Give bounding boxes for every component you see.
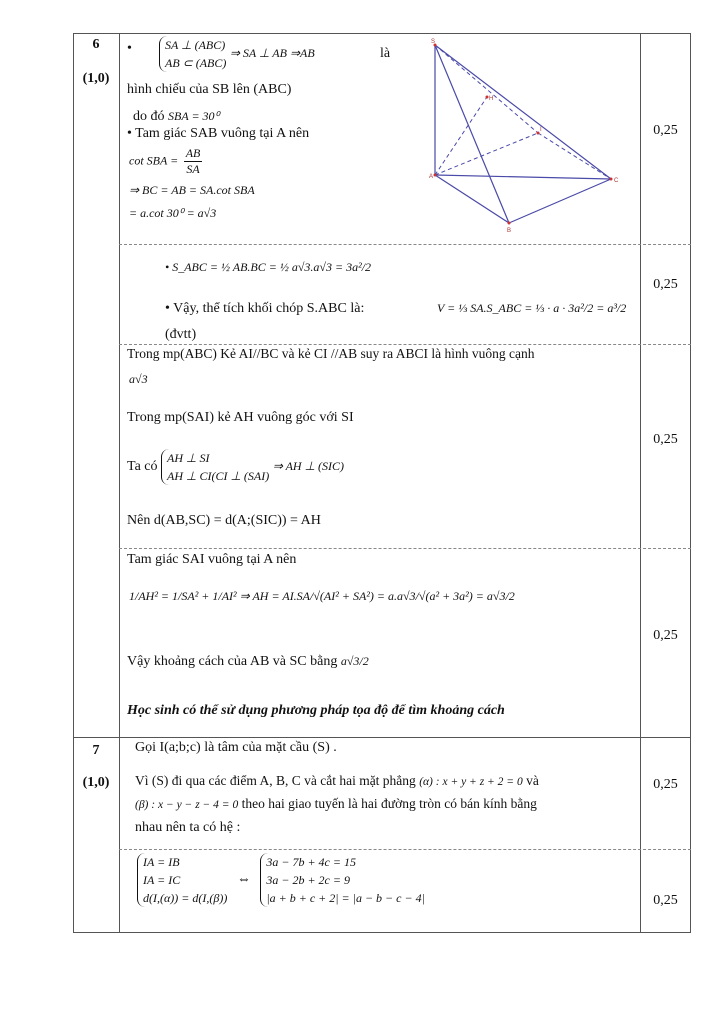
text-line: • Vậy, thể tích khối chóp S.ABC là: xyxy=(165,301,365,316)
system-line: 3a − 7b + 4c = 15 xyxy=(266,855,356,869)
equivalence-arrow: ⇔ xyxy=(236,872,251,888)
text-line xyxy=(133,109,219,125)
math-line: = a.cot 30⁰ = a√3 xyxy=(129,206,217,220)
text: là xyxy=(380,46,391,61)
bullet: • xyxy=(127,41,132,56)
conclusion xyxy=(127,654,369,670)
system-line: |a + b + c + 2| = |a − b − c − 4| xyxy=(266,891,425,905)
system-line: 3a − 2b + 2c = 9 xyxy=(266,873,350,887)
unit-text: (đvtt) xyxy=(165,327,197,342)
row-divider xyxy=(119,849,691,850)
note: Học sinh có thể sử dụng phương pháp tọa độ để tìm khoảng cách xyxy=(127,703,505,718)
text: do đó xyxy=(133,109,165,124)
text-line xyxy=(135,796,537,812)
score: 0,25 xyxy=(653,893,678,908)
text-line: Trong mp(SAI) kẻ AH vuông góc với SI xyxy=(127,410,354,425)
row-divider xyxy=(119,548,691,549)
angle-value: SBA = 30⁰ xyxy=(168,109,220,123)
math: cot SBA = xyxy=(129,153,179,168)
table-border-right xyxy=(690,33,691,933)
system-line: AH ⊥ SI xyxy=(167,451,210,465)
result-value: a√3/2 xyxy=(340,654,369,668)
system-line: SA ⊥ (ABC) xyxy=(165,38,226,52)
vertex-label: B xyxy=(507,228,512,234)
fraction-numerator: AB xyxy=(185,146,201,160)
score: 0,25 xyxy=(653,777,678,792)
vertex-label: I xyxy=(540,127,542,133)
text-line xyxy=(135,773,539,789)
vertex-label: S xyxy=(431,39,436,45)
question-number: 6 xyxy=(92,37,100,52)
vertex-label: A xyxy=(429,174,434,180)
text-line: Trong mp(ABC) Kẻ AI//BC và kẻ CI //AB suy ra ABCI là hình vuông cạnh xyxy=(127,346,535,361)
score: 0,25 xyxy=(653,628,678,643)
math-system xyxy=(159,36,315,72)
text-line: nhau nên ta có hệ : xyxy=(135,820,241,835)
cot-formula xyxy=(129,146,204,177)
question-number: 7 xyxy=(92,743,100,758)
vertex-label: H xyxy=(489,96,494,102)
area-formula: • S_ABC = ½ AB.BC = ½ a√3.a√3 = 3a²/2 xyxy=(165,260,372,274)
pyramid-figure xyxy=(423,37,635,237)
text-line: Gọi I(a;b;c) là tâm của mặt cầu (S) . xyxy=(135,740,337,755)
vertex-label: C xyxy=(614,178,619,184)
plane-equation: (β) : x − y − z − 4 = 0 xyxy=(135,799,239,811)
text: theo hai giao tuyến là hai đường tròn có bán kính bằng xyxy=(241,796,537,811)
row-divider xyxy=(119,244,691,245)
score: 0,25 xyxy=(653,277,678,292)
column-divider-number xyxy=(119,33,120,933)
question-points: (1,0) xyxy=(82,775,110,790)
equation-system xyxy=(137,853,425,907)
distance-line: Nên d(AB,SC) = d(A;(SIC)) = AH xyxy=(127,513,321,528)
text-line: hình chiếu của SB lên (ABC) xyxy=(127,82,292,97)
column-divider-score xyxy=(640,33,641,933)
text-line: Tam giác SAI vuông tại A nên xyxy=(127,552,297,567)
text: và xyxy=(526,773,539,788)
system-line: d(I,(α)) = d(I,(β)) xyxy=(143,891,228,905)
system-line: IA = IC xyxy=(143,873,181,887)
volume-formula: V = ⅓ SA.S_ABC = ⅓ · a · 3a²/2 = a³/2 xyxy=(437,301,627,315)
math-line: ⇒ BC = AB = SA.cot SBA xyxy=(129,183,255,197)
implication: ⇒ SA ⊥ AB ⇒AB xyxy=(229,46,315,61)
table-border-left xyxy=(73,33,74,933)
table-border-bottom xyxy=(73,932,691,933)
answer-table xyxy=(73,33,691,933)
score: 0,25 xyxy=(653,123,678,138)
table-border-top xyxy=(73,33,691,34)
system-line: IA = IB xyxy=(143,855,180,869)
text-line: • Tam giác SAB vuông tại A nên xyxy=(127,126,310,141)
row-divider xyxy=(119,344,691,345)
math-system xyxy=(127,449,344,485)
system-line: AB ⊂ (ABC) xyxy=(165,56,227,70)
text: Vì (S) đi qua các điểm A, B, C và cắt hai mặt phẳng xyxy=(135,773,416,788)
plane-equation: (α) : x + y + z + 2 = 0 xyxy=(419,776,523,788)
math-line: a√3 xyxy=(129,372,148,386)
system-line: AH ⊥ CI(CI ⊥ (SAI) xyxy=(167,469,270,483)
fraction-denominator: SA xyxy=(186,162,200,176)
row-divider-question xyxy=(73,737,691,738)
text: Ta có xyxy=(127,459,158,475)
implication: ⇒ AH ⊥ (SIC) xyxy=(272,459,345,474)
text: Vậy khoảng cách của AB và SC bằng xyxy=(127,654,338,669)
score: 0,25 xyxy=(653,432,678,447)
question-points: (1,0) xyxy=(82,71,110,86)
formula-line: 1/AH² = 1/SA² + 1/AI² ⇒ AH = AI.SA/√(AI² + SA²) = a.a√3/√(a² + 3a²) = a√3/2 xyxy=(129,589,515,603)
